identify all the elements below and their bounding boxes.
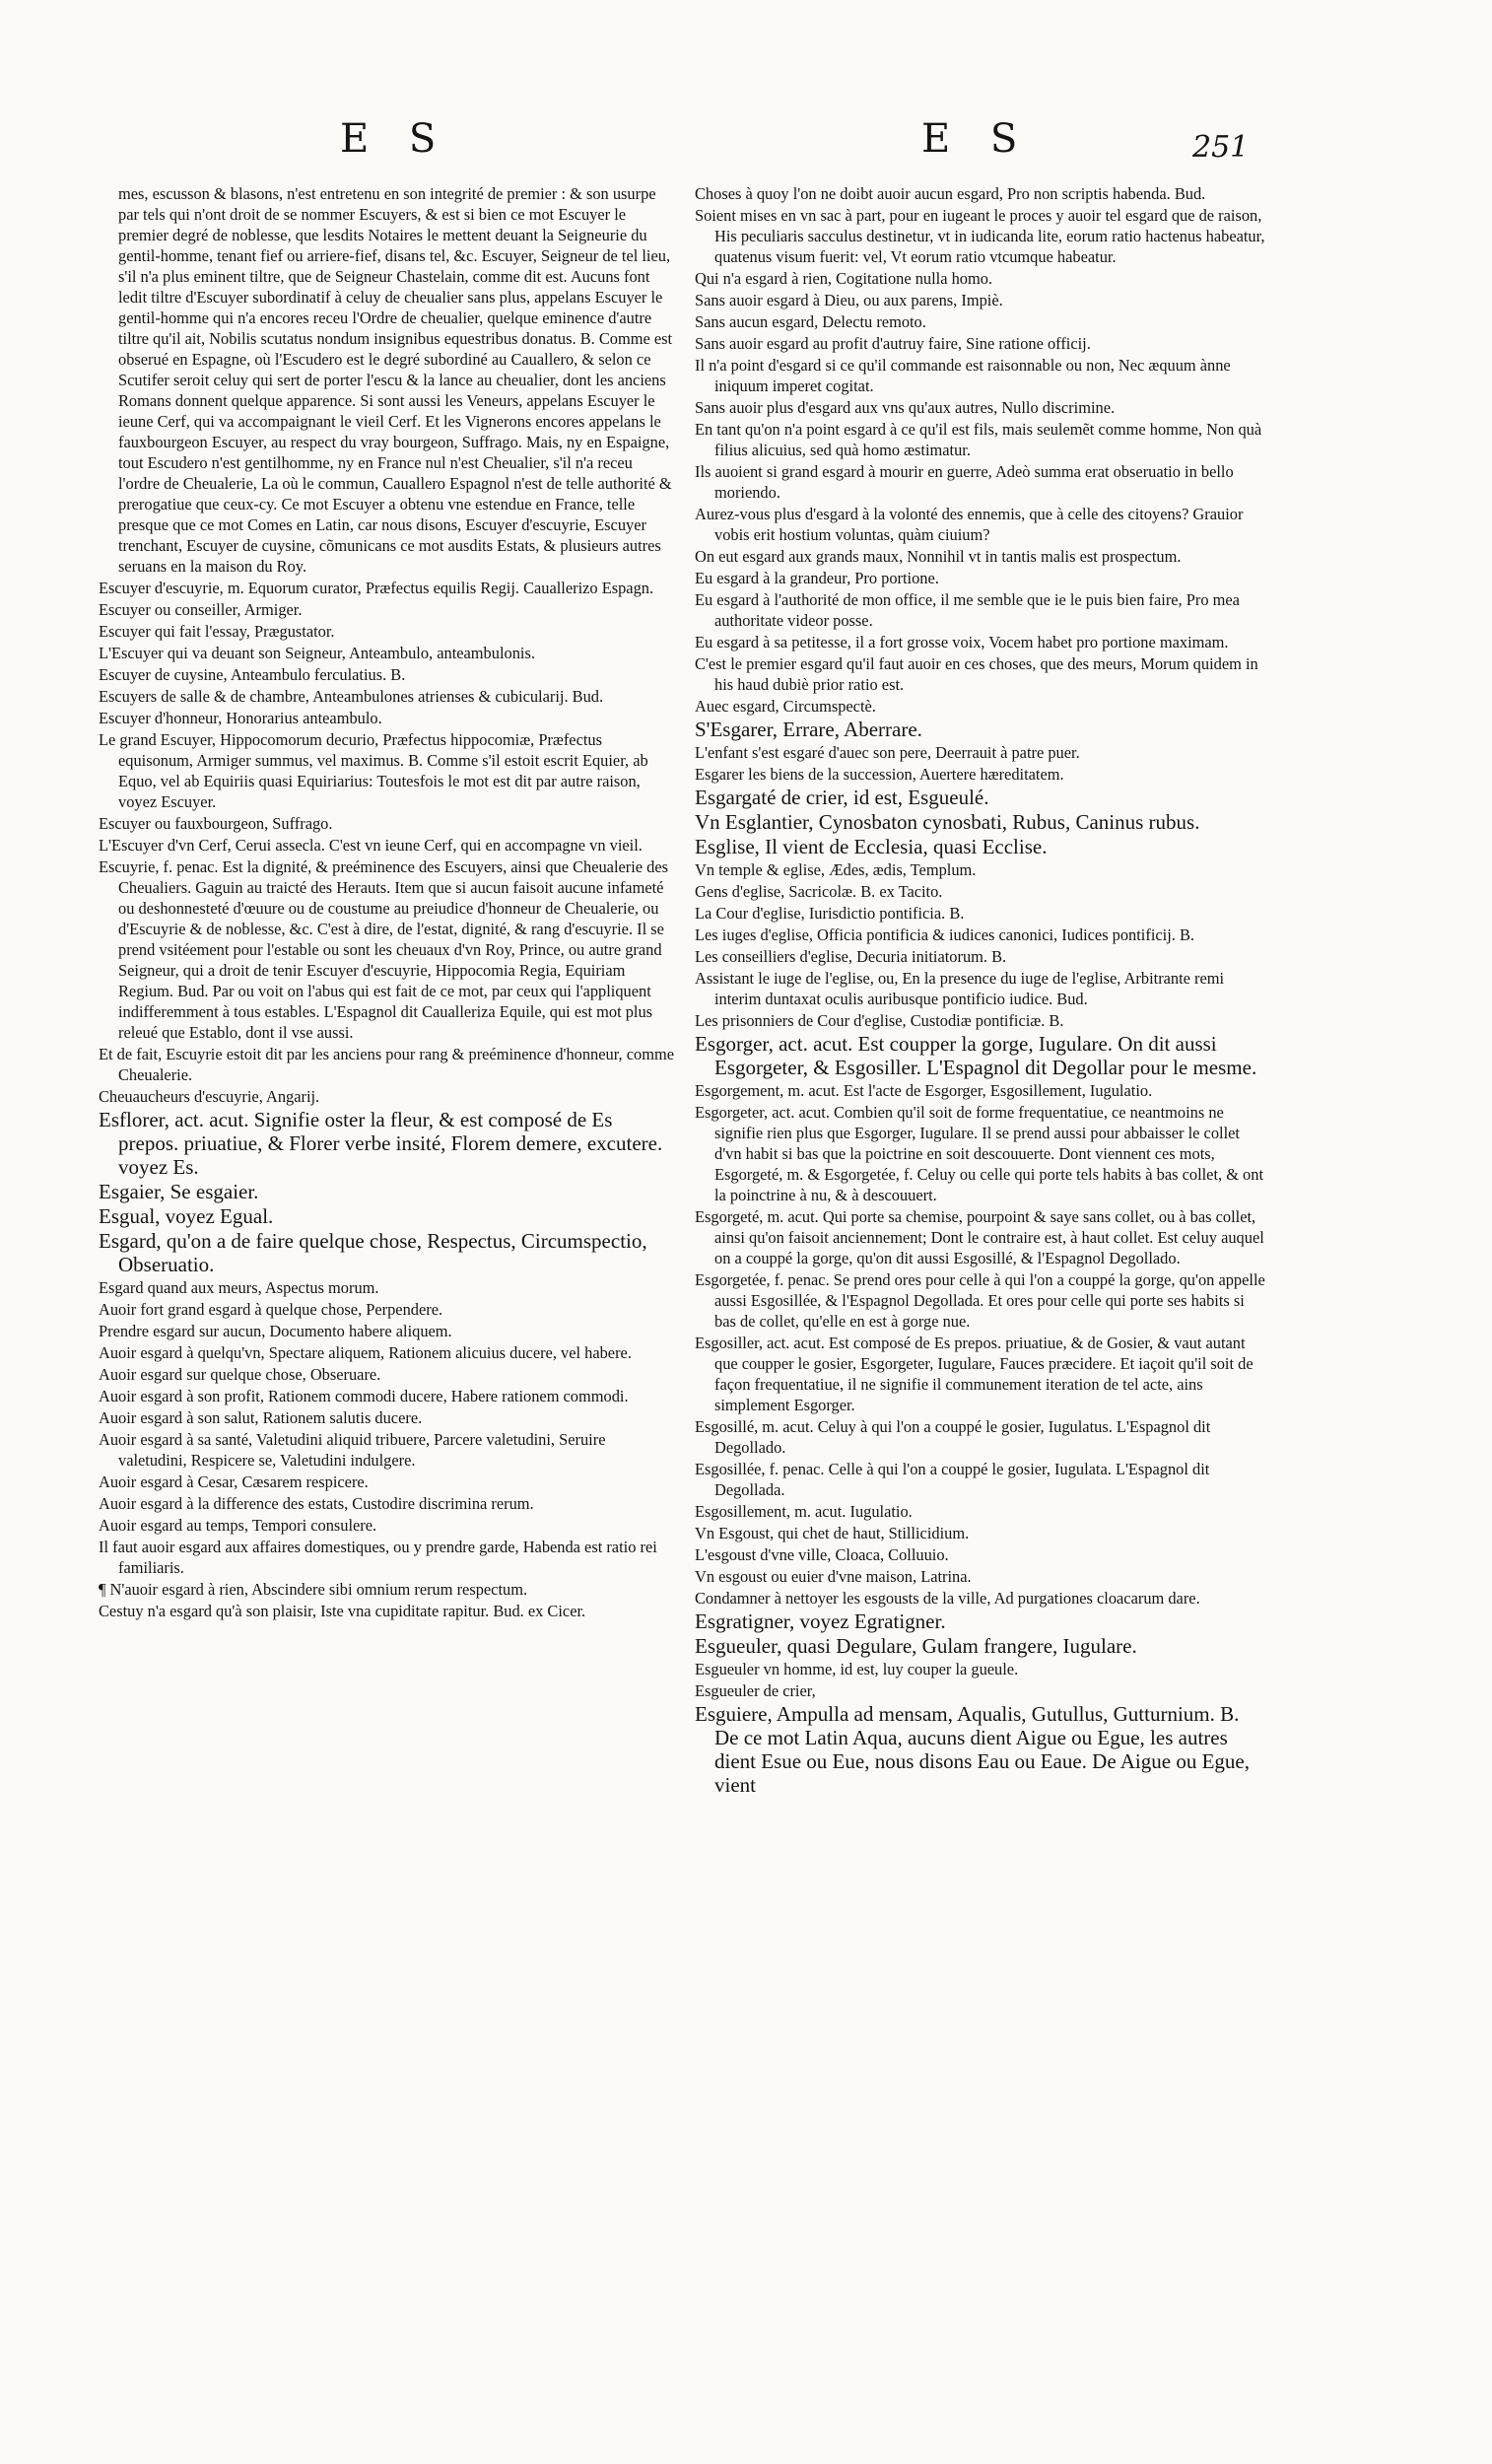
dictionary-entry: Escuyrie, f. penac. Est la dignité, & preéminence des Escuyers, ainsi que Cheualerie des Cheualiers. Gaguin au traicté des Herauts. Item que si aucun faisoit aucune infameté ou deshonnesteté d'œuure ou de coustume au preiudice d'honneur de Cheualerie, ou d'Escuyrie & de noblesse, &c. C'est à dire, de l'estat, dignité, & rang d'escuyrie. Il se prend vsitéement pour l'estable ou sont les cheuaux d'vn Roy, Prince, ou autre grand Seigneur, qui a droit de tenir Escuyer d'escuyrie, Hippocomia Regia, Equiriam Regium. Bud. Par ou voit on l'abus qui est fait de ce mot, par ceux qui l'appliquent indifferemment à tous estables. L'Espagnol dit Caualleriza Equile, qui est mot plus releué que Establo, dont il vse aussi. bbox=[99, 857, 669, 1042]
dictionary-entry: Vn Esgoust, qui chet de haut, Stillicidium. bbox=[695, 1524, 970, 1542]
dictionary-entry: Sans aucun esgard, Delectu remoto. bbox=[695, 312, 926, 331]
dictionary-entry: Auoir esgard au temps, Tempori consulere. bbox=[99, 1516, 377, 1535]
dictionary-entry: Les prisonniers de Cour d'eglise, Custodiæ pontificiæ. B. bbox=[695, 1011, 1064, 1030]
dictionary-entry: Esgueuler vn homme, id est, luy couper la gueule. bbox=[695, 1660, 1019, 1678]
dictionary-headword-entry: Esgratigner, voyez Egratigner. bbox=[695, 1609, 946, 1633]
dictionary-entry: Escuyer ou conseiller, Armiger. bbox=[99, 600, 303, 619]
dictionary-entry: Esgosillement, m. acut. Iugulatio. bbox=[695, 1502, 913, 1521]
dictionary-entry: Eu esgard à la grandeur, Pro portione. bbox=[695, 569, 939, 587]
dictionary-headword-entry: Esgual, voyez Egual. bbox=[99, 1204, 274, 1228]
dictionary-entry: Esgosiller, act. acut. Est composé de Es prepos. priuatiue, & de Gosier, & vaut autant que coupper le gosier, Esgorgeter, Iugulare, Fauces præcidere. Et iaçoit qu'il soit de façon frequentatiue, il ne signifie il communement iteration de tel acte, ains simplement Esgorger. bbox=[695, 1334, 1254, 1414]
dictionary-entry: Auoir esgard à Cesar, Cæsarem respicere. bbox=[99, 1472, 369, 1491]
dictionary-entry: Vn temple & eglise, Ædes, ædis, Templum. bbox=[695, 860, 977, 879]
dictionary-entry: Et de fait, Escuyrie estoit dit par les anciens pour rang & preéminence d'honneur, comme Cheualerie. bbox=[99, 1045, 674, 1084]
dictionary-headword-entry: Esgard, qu'on a de faire quelque chose, Respectus, Circumspectio, Obseruatio. bbox=[99, 1229, 647, 1276]
dictionary-entry: ¶ N'auoir esgard à rien, Abscindere sibi omnium rerum respectum. bbox=[99, 1580, 528, 1599]
dictionary-entry: On eut esgard aux grands maux, Nonnihil vt in tantis malis est prospectum. bbox=[695, 547, 1182, 566]
running-head-right: E S bbox=[921, 116, 1032, 162]
dictionary-entry: Sans auoir esgard à Dieu, ou aux parens, Impiè. bbox=[695, 291, 1003, 309]
dictionary-entry: Eu esgard à l'authorité de mon office, il me semble que ie le puis bien faire, Pro mea authoritate videor posse. bbox=[695, 590, 1240, 630]
dictionary-entry: Escuyer qui fait l'essay, Prægustator. bbox=[99, 622, 335, 641]
dictionary-entry: Esgueuler de crier, bbox=[695, 1681, 816, 1700]
dictionary-entry: Esgorgeter, act. acut. Combien qu'il soit de forme frequentatiue, ce neantmoins ne signifie rien plus que Esgorger, Iugulare. Il se prend aussi pour abbaisser le collet d'vn habit si bas que la poictrine en soit descouuerte. Dont viennent ces mots, Esgorgeté, m. & Esgorgetée, f. Celuy ou celle qui porte tels habits à bas collet, & ont la poinctrine à nu, & à descouuert. bbox=[695, 1103, 1264, 1204]
left-column bbox=[99, 183, 675, 2421]
dictionary-entry: C'est le premier esgard qu'il faut auoir en ces choses, que des meurs, Morum quidem in his haud dubiè prior ratio est. bbox=[695, 654, 1258, 694]
dictionary-entry: L'enfant s'est esgaré d'auec son pere, Deerrauit à patre puer. bbox=[695, 743, 1080, 762]
dictionary-entry: Aurez-vous plus d'esgard à la volonté des ennemis, que à celle des citoyens? Grauior vobis erit hostium voluntas, quàm ciuium? bbox=[695, 505, 1244, 544]
dictionary-entry: L'esgoust d'vne ville, Cloaca, Colluuio. bbox=[695, 1545, 949, 1564]
dictionary-entry: Sans auoir esgard au profit d'autruy faire, Sine ratione officij. bbox=[695, 334, 1091, 353]
dictionary-entry: Sans auoir plus d'esgard aux vns qu'aux autres, Nullo discrimine. bbox=[695, 398, 1116, 417]
dictionary-entry: Escuyers de salle & de chambre, Anteambulones atrienses & cubicularij. Bud. bbox=[99, 687, 604, 706]
dictionary-entry: Auoir fort grand esgard à quelque chose, Perpendere. bbox=[99, 1300, 443, 1319]
dictionary-headword-entry: Esgargaté de crier, id est, Esgueulé. bbox=[695, 786, 989, 809]
dictionary-entry: Il faut auoir esgard aux affaires domestiques, ou y prendre garde, Habenda est ratio rei familiaris. bbox=[99, 1538, 657, 1577]
dictionary-entry: Le grand Escuyer, Hippocomorum decurio, Præfectus hippocomiæ, Præfectus equisonum, Armiger summus, vel maximus. B. Comme s'il estoit escrit Equier, ab Equo, vel ab Equiriis quasi Equiriarius: Toutesfois le mot est dit par autre raison, voyez Escuyer. bbox=[99, 730, 648, 811]
dictionary-headword-entry: Vn Esglantier, Cynosbaton cynosbati, Rubus, Caninus rubus. bbox=[695, 810, 1200, 834]
dictionary-entry: Prendre esgard sur aucun, Documento habere aliquem. bbox=[99, 1322, 452, 1340]
dictionary-entry: La Cour d'eglise, Iurisdictio pontificia. B. bbox=[695, 904, 965, 923]
dictionary-entry: Esgorgeté, m. acut. Qui porte sa chemise, pourpoint & saye sans collet, ou à bas collet, ainsi qu'on faisoit anciennement; Dont le contraire est, à haut collet. Est celuy auquel on a couppé la gorge, qu'on dit aussi Esgosillé, & l'Espagnol Degollado. bbox=[695, 1207, 1264, 1267]
dictionary-entry: Assistant le iuge de l'eglise, ou, En la presence du iuge de l'eglise, Arbitrante remi interim duntaxat oculis auribusque pontificio iudice. Bud. bbox=[695, 969, 1225, 1008]
page-number: 251 bbox=[1192, 130, 1250, 165]
dictionary-entry: Auoir esgard sur quelque chose, Obseruare. bbox=[99, 1365, 381, 1384]
dictionary-entry: Auoir esgard à son profit, Rationem commodi ducere, Habere rationem commodi. bbox=[99, 1387, 629, 1405]
dictionary-entry: Vn esgoust ou euier d'vne maison, Latrina. bbox=[695, 1567, 972, 1586]
dictionary-headword-entry: S'Esgarer, Errare, Aberrare. bbox=[695, 718, 922, 741]
dictionary-headword-entry: Esgaier, Se esgaier. bbox=[99, 1180, 259, 1203]
dictionary-entry: Condamner à nettoyer les esgousts de la ville, Ad purgationes cloacarum dare. bbox=[695, 1589, 1200, 1608]
dictionary-entry: Ils auoient si grand esgard à mourir en guerre, Adeò summa erat obseruatio in bello moriendo. bbox=[695, 462, 1234, 502]
dictionary-headword-entry: Esflorer, act. acut. Signifie oster la fleur, & est composé de Es prepos. priuatiue, & Florer verbe insité, Florem demere, excutere. voyez Es. bbox=[99, 1108, 663, 1179]
dictionary-entry: L'Escuyer d'vn Cerf, Cerui assecla. C'est vn ieune Cerf, qui en accompagne vn vieil. bbox=[99, 836, 643, 855]
dictionary-entry: L'Escuyer qui va deuant son Seigneur, Anteambulo, anteambulonis. bbox=[99, 644, 535, 662]
dictionary-entry: Il n'a point d'esgard si ce qu'il commande est raisonnable ou non, Nec æquum ànne iniquum imperet cogitat. bbox=[695, 356, 1231, 395]
dictionary-entry: Escuyer ou fauxbourgeon, Suffrago. bbox=[99, 814, 333, 833]
dictionary-entry: Les conseilliers d'eglise, Decuria initiatorum. B. bbox=[695, 947, 1007, 966]
dictionary-entry: Soient mises en vn sac à part, pour en iugeant le proces y auoir tel esgard que de raison, His peculiaris sacculus destinetur, vt in iudicanda lite, eorum ratio hactenus habeatur, quatenus visum fuerit: vel, Vt eorum ratio vtcumque habeatur. bbox=[695, 206, 1265, 266]
dictionary-entry: Esgarer les biens de la succession, Auertere hæreditatem. bbox=[695, 765, 1064, 784]
dictionary-entry: Eu esgard à sa petitesse, il a fort grosse voix, Vocem habet pro portione maximam. bbox=[695, 633, 1229, 651]
dictionary-entry: Les iuges d'eglise, Officia pontificia & iudices canonici, Iudices pontificij. B. bbox=[695, 925, 1194, 944]
dictionary-entry: Esgard quand aux meurs, Aspectus morum. bbox=[99, 1278, 379, 1297]
page-header bbox=[0, 116, 1492, 171]
dictionary-entry: Auoir esgard à la difference des estats, Custodire discrimina rerum. bbox=[99, 1494, 534, 1513]
dictionary-entry: Cestuy n'a esgard qu'à son plaisir, Iste vna cupiditate rapitur. Bud. ex Cicer. bbox=[99, 1602, 586, 1620]
dictionary-headword-entry: Esglise, Il vient de Ecclesia, quasi Ecclise. bbox=[695, 835, 1048, 858]
dictionary-entry: Gens d'eglise, Sacricolæ. B. ex Tacito. bbox=[695, 882, 943, 901]
dictionary-headword-entry: Esgorger, act. acut. Est coupper la gorge, Iugulare. On dit aussi Esgorgeter, & Esgosiller. L'Espagnol dit Degollar pour le mesme. bbox=[695, 1032, 1257, 1079]
dictionary-entry: Auoir esgard à son salut, Rationem salutis ducere. bbox=[99, 1408, 423, 1427]
dictionary-entry: Cheuaucheurs d'escuyrie, Angarij. bbox=[99, 1087, 320, 1106]
dictionary-entry: Choses à quoy l'on ne doibt auoir aucun esgard, Pro non scriptis habenda. Bud. bbox=[695, 184, 1206, 203]
dictionary-entry: Auec esgard, Circumspectè. bbox=[695, 697, 876, 716]
right-column bbox=[695, 183, 1266, 2421]
running-head-left: E S bbox=[340, 116, 450, 162]
dictionary-headword-entry: Esgueuler, quasi Degulare, Gulam frangere, Iugulare. bbox=[695, 1634, 1137, 1658]
dictionary-entry: Escuyer d'escuyrie, m. Equorum curator, Præfectus equilis Regij. Cauallerizo Espagn. bbox=[99, 579, 654, 597]
dictionary-entry: Auoir esgard à sa santé, Valetudini aliquid tribuere, Parcere valetudini, Seruire valetudini, Respicere se, Valetudini indulgere. bbox=[99, 1430, 606, 1470]
dictionary-entry: Esgosillée, f. penac. Celle à qui l'on a couppé le gosier, Iugulata. L'Espagnol dit Degollada. bbox=[695, 1460, 1210, 1499]
dictionary-entry: Auoir esgard à quelqu'vn, Spectare aliquem, Rationem alicuius ducere, vel habere. bbox=[99, 1343, 632, 1362]
dictionary-entry: Esgorgetée, f. penac. Se prend ores pour celle à qui l'on a couppé la gorge, qu'on appelle aussi Esgosillée, & l'Espagnol Degollada. Et ores pour celle qui porte ses habits si bas de collet, qu'elle en est à gorge nue. bbox=[695, 1270, 1265, 1331]
dictionary-entry: En tant qu'on n'a point esgard à ce qu'il est fils, mais seulemẽt comme homme, Non quà filius alicuius, sed quà homo æstimatur. bbox=[695, 420, 1262, 459]
dictionary-entry: Escuyer de cuysine, Anteambulo ferculatius. B. bbox=[99, 665, 406, 684]
dictionary-headword-entry: Esguiere, Ampulla ad mensam, Aqualis, Gutullus, Gutturnium. B. De ce mot Latin Aqua, aucuns dient Aigue ou Egue, les autres dient Esue ou Eue, nous disons Eau ou Eaue. De Aigue ou Egue, vient bbox=[695, 1702, 1250, 1797]
dictionary-entry: Esgorgement, m. acut. Est l'acte de Esgorger, Esgosillement, Iugulatio. bbox=[695, 1081, 1153, 1100]
dictionary-entry: Esgosillé, m. acut. Celuy à qui l'on a couppé le gosier, Iugulatus. L'Espagnol dit Degollado. bbox=[695, 1417, 1211, 1457]
dictionary-entry: mes, escusson & blasons, n'est entretenu en son integrité de premier : & son usurpe par tels qui n'ont droit de se nommer Escuyers, & est si bien ce mot Escuyer le premier degré de noblesse, que lesdits Notaires le mettent deuant la Seigneurie du gentil-homme, tenant fief ou arriere-fief, disans tel, &c. Escuyer, Seigneur de tel lieu, s'il n'a plus eminent tiltre, que de Seigneur Chastelain, comme dit est. Aucuns font ledit tiltre d'Escuyer subordinatif à celuy de cheualier sans plus, appelans Escuyer le gentil-homme qui n'a encores receu l'Ordre de cheualier, quelque eminence d'autre tiltre qu'il ait, Nobilis scutatus nondum insignibus equestribus donatus. B. Comme est obserué en Espagne, où l'Escudero est le degré subordiné au Cauallero, & selon ce Scutifer seroit celuy qui sert de porter l'escu & la lance au cheualier, dont les anciens Romans donnent quelque apparence. Si sont aussi les Veneurs, appelans Escuyer le ieune Cerf, qui va accompaignant le vieil Cerf. Et les Vignerons encores appelans le fauxbourgeon Escuyer, au respect du vray bourgeon, Suffrago. Mais, ny en Espaigne, tout Escudero n'est gentilhomme, ny en France nul n'est Cheualier, s'il n'a receu l'ordre de Cheualerie, La où le commun, Cauallero Espagnol n'est de telle authorité & prerogatiue que ceux-cy. Ce mot Escuyer a obtenu vne estendue en France, telle presque que ce mot Comes en Latin, car nous disons, Escuyer d'escuyrie, Escuyer trenchant, Escuyer de cuysine, cõmunicans ce mot ausdits Estats, & plusieurs autres seruans en la maison du Roy. bbox=[118, 184, 673, 576]
dictionary-entry: Escuyer d'honneur, Honorarius anteambulo. bbox=[99, 709, 382, 727]
dictionary-entry: Qui n'a esgard à rien, Cogitatione nulla homo. bbox=[695, 269, 993, 288]
